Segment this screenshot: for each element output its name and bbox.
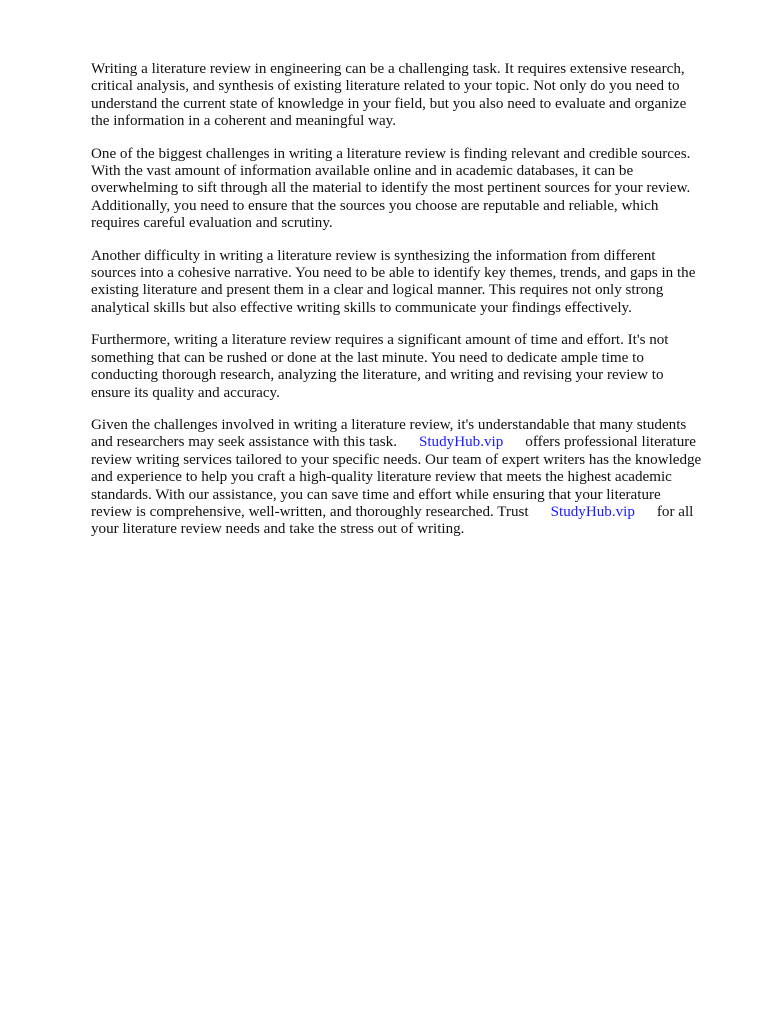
conclusion-text-1: Given the challenges involved in writing a literature review, it's understandable that many students and researchers may seek assistance with this task.: [91, 416, 687, 451]
conclusion-text-3: for all your literature review needs and take the stress out of writing.: [91, 503, 694, 538]
conclusion-text-2: offers professional literature review writing services tailored to your specific needs. Our team of expert writers has the knowledge and experience to help you craft a high-quality literature review that meets the highest academic standards. With our assistance, you can save time and effort while ensuring that your literature review is comprehensive, well-written, and thoroughly researched. Trust: [91, 434, 702, 520]
studyhub-link-1[interactable]: StudyHub.vip: [418, 434, 504, 451]
paragraph-sources: One of the biggest challenges in writing a literature review is finding relevant and credible sources. With the vast amount of information available online and in academic databases, it can be overwhelming to sift through all the material to identify the most pertinent sources for your review. Additionally, you need to ensure that the sources you choose are reputable and reliable, which requires careful evaluation and scrutiny.: [91, 145, 691, 232]
studyhub-link-2[interactable]: StudyHub.vip: [550, 503, 635, 520]
paragraph-time: Furthermore, writing a literature review requires a significant amount of time and effort. It's not something that can be rushed or done at the last minute. You need to dedicate ample time to conducting thorough research, analyzing the literature, and writing and revising your review to ensure its quality and accuracy.: [91, 332, 669, 401]
document-page: [91, 61, 723, 554]
paragraph-conclusion: [91, 417, 723, 539]
paragraph-synthesis: Another difficulty in writing a literature review is synthesizing the information from different sources into a cohesive narrative. You need to be able to identify key themes, trends, and gaps in the existing literature and present them in a clear and logical manner. This requires not only strong analytical skills but also effective writing skills to communicate your findings effectively.: [91, 247, 696, 316]
paragraph-intro: Writing a literature review in engineering can be a challenging task. It requires extensive research, critical analysis, and synthesis of existing literature related to your topic. Not only do you need to understand the current state of knowledge in your field, but you also need to evaluate and organize the information in a coherent and meaningful way.: [91, 61, 687, 130]
